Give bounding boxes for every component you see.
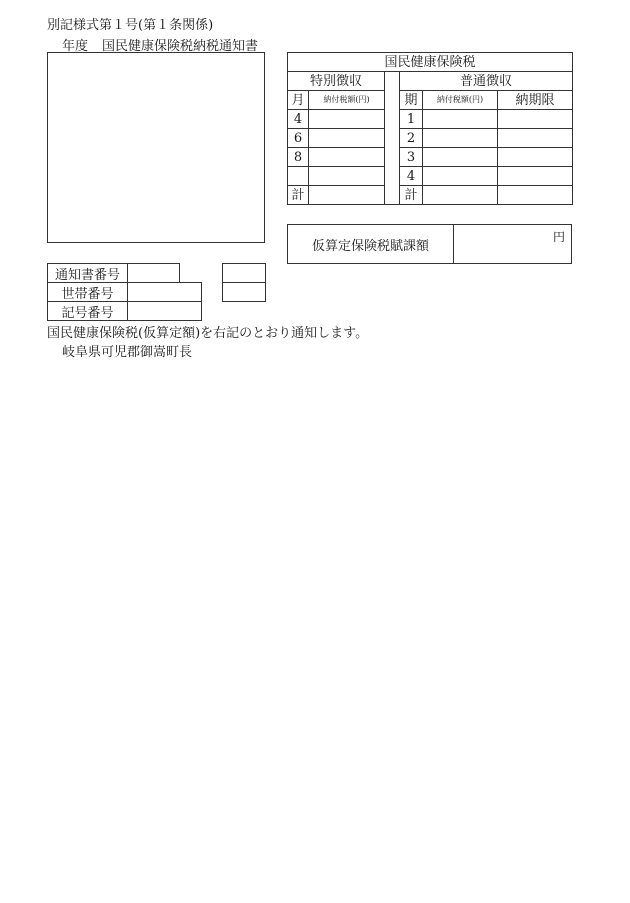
notice-number-label: 通知書番号 — [47, 263, 128, 283]
period-cell: 2 — [400, 129, 423, 148]
month-cell — [288, 167, 309, 186]
total-row — [288, 186, 573, 205]
deadline-cell — [498, 129, 573, 148]
regular-total-deadline — [498, 186, 573, 205]
special-amount-column-header: 納付税額(円) — [309, 91, 385, 110]
regular-amount-cell — [423, 148, 498, 167]
year-label: 年度 — [62, 39, 89, 54]
notice-text: 国民健康保険税(仮算定額)を右記のとおり通知します。 — [47, 326, 369, 341]
deadline-column-header: 納期限 — [498, 91, 573, 110]
month-cell: 8 — [288, 148, 309, 167]
issuer: 岐阜県可児郡御嵩町長 — [62, 345, 193, 360]
special-amount-cell — [309, 129, 385, 148]
month-cell: 4 — [288, 110, 309, 129]
symbol-number-label: 記号番号 — [47, 301, 128, 321]
notice-number-field — [127, 263, 180, 283]
deadline-cell — [498, 167, 573, 186]
month-column-header: 月 — [288, 91, 309, 110]
tax-table-title: 国民健康保険税 — [288, 53, 573, 72]
special-total-label: 計 — [288, 186, 309, 205]
table-divider — [385, 110, 400, 129]
extra-box-top — [222, 263, 266, 283]
table-row — [288, 167, 573, 186]
table-row — [288, 148, 573, 167]
special-amount-cell — [309, 167, 385, 186]
document-title: 国民健康保険税納税通知書 — [102, 39, 259, 54]
special-amount-cell — [309, 110, 385, 129]
regular-amount-column-header: 納付税額(円) — [423, 91, 498, 110]
regular-total-amount — [423, 186, 498, 205]
period-cell: 3 — [400, 148, 423, 167]
special-amount-cell — [309, 148, 385, 167]
table-divider — [385, 186, 400, 205]
period-cell: 4 — [400, 167, 423, 186]
extra-box-bottom — [222, 282, 266, 302]
period-column-header: 期 — [400, 91, 423, 110]
table-divider — [385, 91, 400, 110]
period-cell: 1 — [400, 110, 423, 129]
yen-unit: 円 — [552, 230, 565, 244]
special-collection-heading: 特別徴収 — [288, 72, 385, 91]
household-number-label: 世帯番号 — [47, 282, 128, 302]
deadline-cell — [498, 110, 573, 129]
month-cell: 6 — [288, 129, 309, 148]
regular-total-label: 計 — [400, 186, 423, 205]
tax-table — [287, 52, 573, 205]
table-divider — [385, 72, 400, 91]
regular-amount-cell — [423, 129, 498, 148]
regular-collection-heading: 普通徴収 — [400, 72, 573, 91]
address-box — [47, 52, 265, 243]
table-divider — [385, 129, 400, 148]
deadline-cell — [498, 148, 573, 167]
household-number-field — [127, 282, 202, 302]
special-total-amount — [309, 186, 385, 205]
regular-amount-cell — [423, 167, 498, 186]
regular-amount-cell — [423, 110, 498, 129]
table-row — [288, 110, 573, 129]
form-number: 別記様式第１号(第１条関係) — [47, 18, 214, 33]
table-row — [288, 129, 573, 148]
table-divider — [385, 167, 400, 186]
table-divider — [385, 148, 400, 167]
provisional-assessment-label: 仮算定保険税賦課額 — [288, 225, 454, 263]
symbol-number-field — [127, 301, 202, 321]
provisional-assessment-box — [287, 224, 572, 264]
